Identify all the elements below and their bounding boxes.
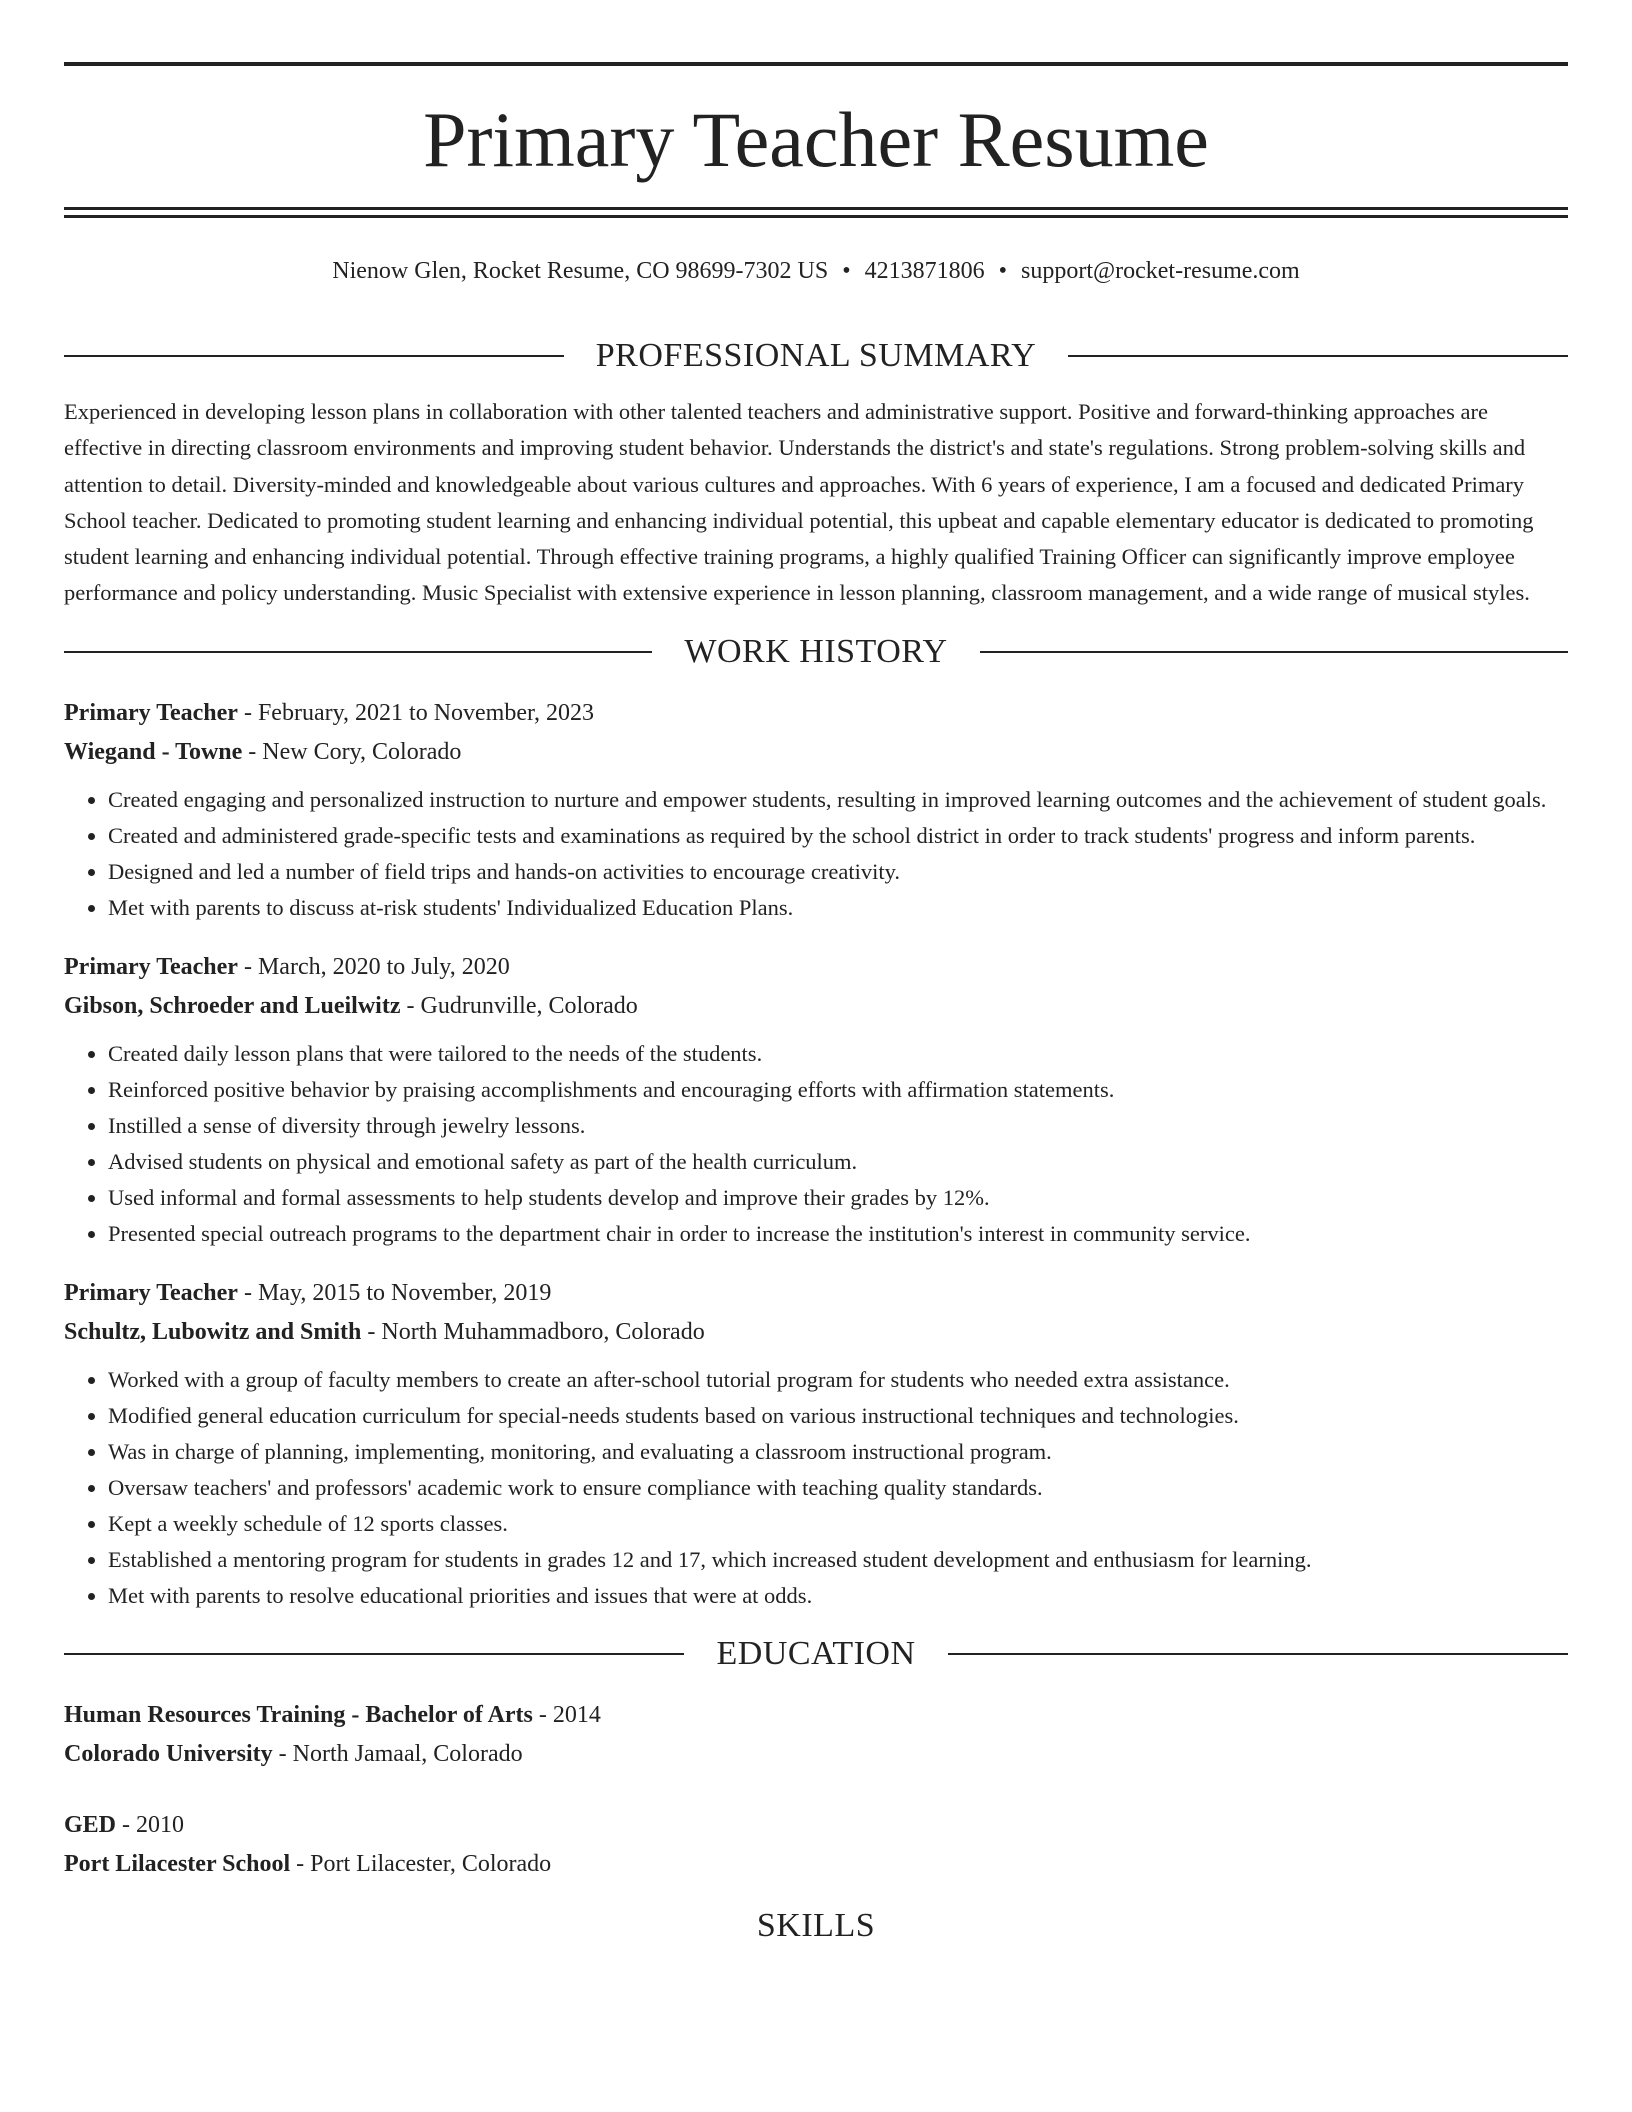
job-dates: March, 2020 to July, 2020 [257, 953, 510, 980]
degree: GED [64, 1811, 117, 1838]
list-item: • Designed and led a number of field trips and hands-on activities to encourage creativity. [108, 854, 1568, 890]
top-rule [64, 62, 1568, 66]
job-company-line: Gibson, Schroeder and Lueilwitz - Gudrunville, Colorado [64, 992, 638, 1019]
contact-phone: 4213871806 [864, 258, 985, 284]
section-heading-skills [64, 1900, 1568, 1952]
section-title: EDUCATION [716, 1634, 916, 1672]
heading-rule [1068, 355, 1568, 357]
list-item: • Reinforced positive behavior by praising accomplishments and encouraging efforts with affirmation statements. [108, 1072, 1568, 1108]
job-company: Gibson, Schroeder and Lueilwitz [64, 992, 401, 1019]
list-item: • Created engaging and personalized instruction to nurture and empower students, resulting in improved learning outcomes and the achievement of student goals. [108, 782, 1568, 818]
school-location: North Jamaal, Colorado [292, 1740, 523, 1767]
job-entry [64, 1274, 1568, 1614]
section-title: WORK HISTORY [684, 632, 948, 670]
contact-separator: • [842, 258, 851, 284]
section-heading-summary [64, 330, 1568, 382]
education-entry [64, 1696, 1568, 1774]
list-item: • Used informal and formal assessments to help students develop and improve their grades by 12%. [108, 1180, 1568, 1216]
work-history-list [64, 694, 1568, 1614]
list-item: • Presented special outreach programs to the department chair in order to increase the institution's interest in community service. [108, 1216, 1568, 1252]
job-title-line: Primary Teacher - February, 2021 to November, 2023 [64, 699, 595, 726]
degree-year: 2010 [136, 1811, 185, 1838]
list-item: • Created daily lesson plans that were tailored to the needs of the students. [108, 1036, 1568, 1072]
section-heading-education [64, 1628, 1568, 1680]
job-company: Wiegand - Towne [64, 738, 243, 765]
job-location: North Muhammadboro, Colorado [381, 1318, 705, 1345]
job-bullets [64, 782, 1568, 926]
list-item: • Met with parents to resolve educational priorities and issues that were at odds. [108, 1578, 1568, 1614]
contact-email: support@rocket-resume.com [1021, 258, 1300, 284]
heading-rule [948, 1653, 1568, 1655]
degree-line: GED - 2010 [64, 1811, 185, 1838]
degree: Human Resources Training - Bachelor of Arts [64, 1701, 533, 1728]
school-line: Port Lilacester School - Port Lilacester, Colorado [64, 1850, 552, 1877]
education-entry [64, 1806, 1568, 1884]
job-company-line: Schultz, Lubowitz and Smith - North Muhammadboro, Colorado [64, 1318, 705, 1345]
job-company-line: Wiegand - Towne - New Cory, Colorado [64, 738, 462, 765]
job-entry [64, 694, 1568, 926]
job-dates: May, 2015 to November, 2019 [257, 1279, 552, 1306]
list-item: • Was in charge of planning, implementing, monitoring, and evaluating a classroom instructional program. [108, 1434, 1568, 1470]
job-title: Primary Teacher [64, 1279, 238, 1306]
contact-line [64, 254, 1568, 288]
school-location: Port Lilacester, Colorado [310, 1850, 552, 1877]
job-title: Primary Teacher [64, 953, 238, 980]
school: Port Lilacester School [64, 1850, 291, 1877]
section-title: PROFESSIONAL SUMMARY [595, 337, 1037, 374]
heading-rule [64, 651, 652, 653]
degree-line: Human Resources Training - Bachelor of Arts - 2014 [64, 1701, 601, 1728]
job-company: Schultz, Lubowitz and Smith [64, 1318, 362, 1345]
section-title: SKILLS [756, 1906, 876, 1944]
contact-address: Nienow Glen, Rocket Resume, CO 98699-7302 US [332, 258, 829, 284]
heading-spacer [64, 1925, 725, 1927]
section-heading-work [64, 626, 1568, 678]
list-item: • Instilled a sense of diversity through jewelry lessons. [108, 1108, 1568, 1144]
job-title-line: Primary Teacher - May, 2015 to November, 2019 [64, 1279, 552, 1306]
heading-rule [980, 651, 1568, 653]
list-item: • Worked with a group of faculty members to create an after-school tutorial program for students who needed extra assistance. [108, 1362, 1568, 1398]
list-item: • Established a mentoring program for students in grades 12 and 17, which increased student development and enthusiasm for learning. [108, 1542, 1568, 1578]
list-item: • Met with parents to discuss at-risk students' Individualized Education Plans. [108, 890, 1568, 926]
list-item: • Kept a weekly schedule of 12 sports classes. [108, 1506, 1568, 1542]
education-list [64, 1696, 1568, 1884]
heading-rule [64, 1653, 684, 1655]
list-item: • Modified general education curriculum for special-needs students based on various instructional techniques and technologies. [108, 1398, 1568, 1434]
job-dates: February, 2021 to November, 2023 [257, 699, 595, 726]
school: Colorado University [64, 1740, 273, 1767]
school-line: Colorado University - North Jamaal, Colorado [64, 1740, 523, 1767]
job-location: Gudrunville, Colorado [420, 992, 638, 1019]
resume-content [64, 330, 1568, 1952]
list-item: • Created and administered grade-specific tests and examinations as required by the school district in order to track students' progress and inform parents. [108, 818, 1568, 854]
job-entry [64, 948, 1568, 1252]
title-rule-upper [64, 207, 1568, 210]
title-rule-lower [64, 215, 1568, 218]
heading-spacer [907, 1925, 1568, 1927]
professional-summary: Experienced in developing lesson plans in collaboration with other talented teachers and administrative support. Positive and forward-thinking approaches are effective in directing classroom environments and improving student behavior. Understands the district's and state's regulations. Strong problem-solving skills and attention to detail. Diversity-minded and knowledgeable about various cultures and approaches. With 6 years of experience, I am a focused and dedicated Primary School teacher. Dedicated to promoting student learning and enhancing individual potential, this upbeat and capable elementary educator is dedicated to promoting student learning and enhancing individual potential. Through effective training programs, a highly qualified Training Officer can significantly improve employee performance and policy understanding. Music Specialist with extensive experience in lesson planning, classroom management, and a wide range of musical styles. [64, 399, 1534, 606]
job-title: Primary Teacher [64, 699, 238, 726]
contact-separator: • [998, 258, 1008, 284]
list-item: • Oversaw teachers' and professors' academic work to ensure compliance with teaching quality standards. [108, 1470, 1568, 1506]
job-location: New Cory, Colorado [262, 738, 462, 765]
degree-year: 2014 [552, 1701, 601, 1728]
job-bullets [64, 1036, 1568, 1252]
job-bullets [64, 1362, 1568, 1614]
page-title: Primary Teacher Resume [423, 96, 1209, 183]
list-item: • Advised students on physical and emotional safety as part of the health curriculum. [108, 1144, 1568, 1180]
job-title-line: Primary Teacher - March, 2020 to July, 2020 [64, 953, 510, 980]
heading-rule [64, 355, 564, 357]
